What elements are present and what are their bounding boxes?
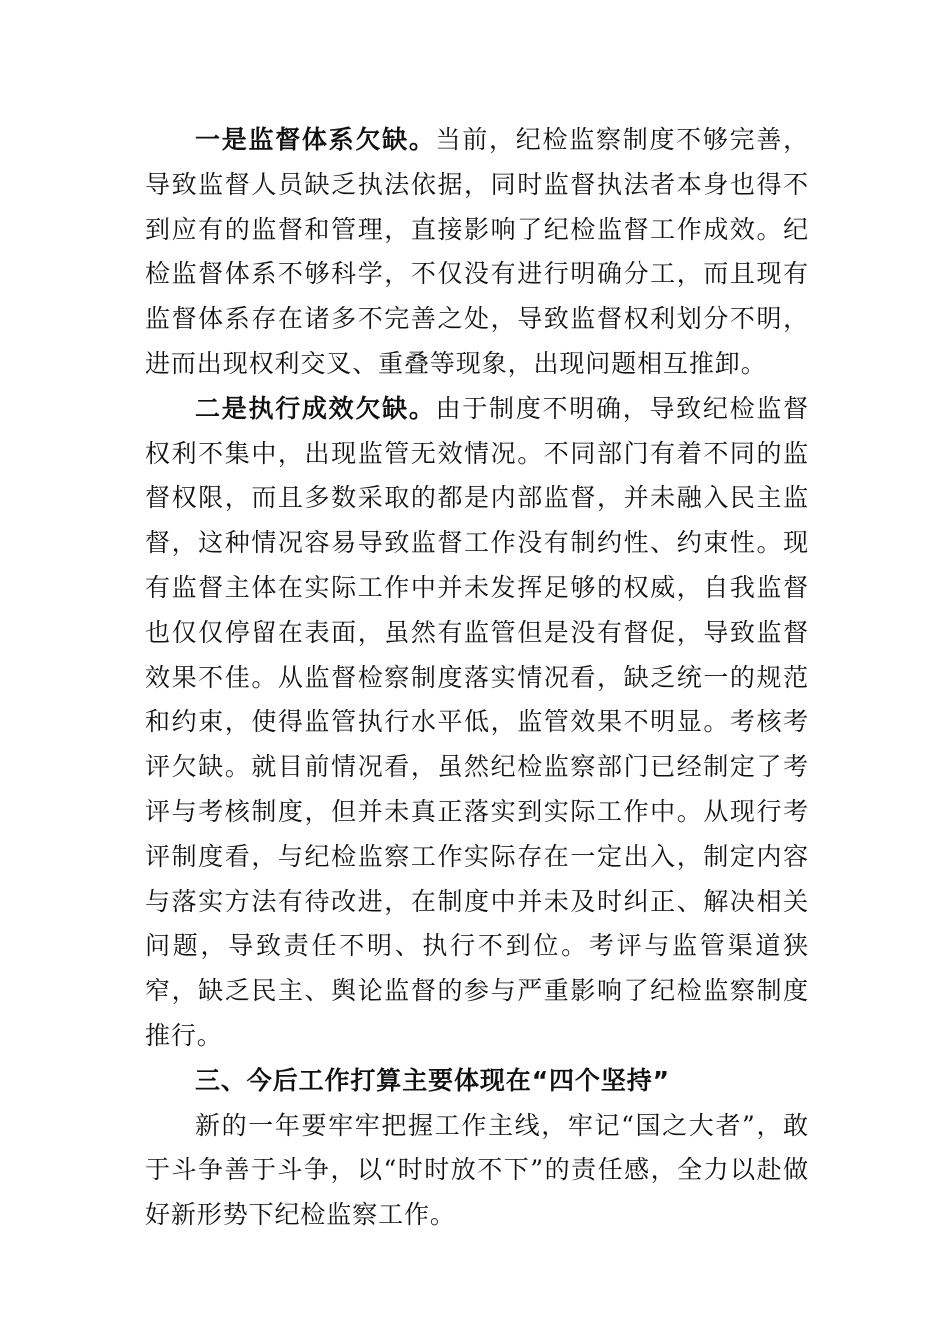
paragraph-lead: 一是监督体系欠缺。 [195, 125, 436, 154]
document-body [145, 118, 809, 1238]
paragraph-execution-effect [145, 387, 809, 1059]
paragraph-closing: 新的一年要牢牢把握工作主线，牢记“国之大者”，敢于斗争善于斗争，以“时时放不下”的责任感，全力以赴做好新形势下纪检监察工作。 [145, 1110, 809, 1230]
paragraph-text: 当前，纪检监察制度不够完善，导致监督人员缺乏执法依据，同时监督执法者本身也得不到应有的监督和管理，直接影响了纪检监督工作成效。纪检监督体系不够科学，不仅没有进行明确分工，而且现有监督体系存在诸多不完善之处，导致监督权利划分不明，进而出现权利交叉、重叠等现象，出现问题相互推卸。 [145, 125, 809, 378]
paragraph-lead: 二是执行成效欠缺。 [195, 393, 436, 423]
paragraph-supervision-system [145, 118, 809, 387]
section-heading: 三、今后工作打算主要体现在“四个坚持” [195, 1065, 670, 1095]
paragraph-text: 由于制度不明确，导致纪检监督权利不集中，出现监管无效情况。不同部门有着不同的监督权限，而且多数采取的都是内部监督，并未融入民主监督，这种情况容易导致监督工作没有制约性、约束性。现有监督主体在实际工作中并未发挥足够的权威，自我监督也仅仅停留在表面，虽然有监管但是没有督促，导致监督效果不佳。从监督检察制度落实情况看，缺乏统一的规范和约束，使得监管执行水平低，监管效果不明显。考核考评欠缺。就目前情况看，虽然纪检监察部门已经制定了考评与考核制度，但并未真正落实到实际工作中。从现行考评制度看，与纪检监察工作实际存在一定出入，制定内容与落实方法有待改进，在制度中并未及时纠正、解决相关问题，导致责任不明、执行不到位。考评与监管渠道狭窄，缺乏民主、舆论监督的参与严重影响了纪检监察制度推行。 [145, 393, 809, 1050]
